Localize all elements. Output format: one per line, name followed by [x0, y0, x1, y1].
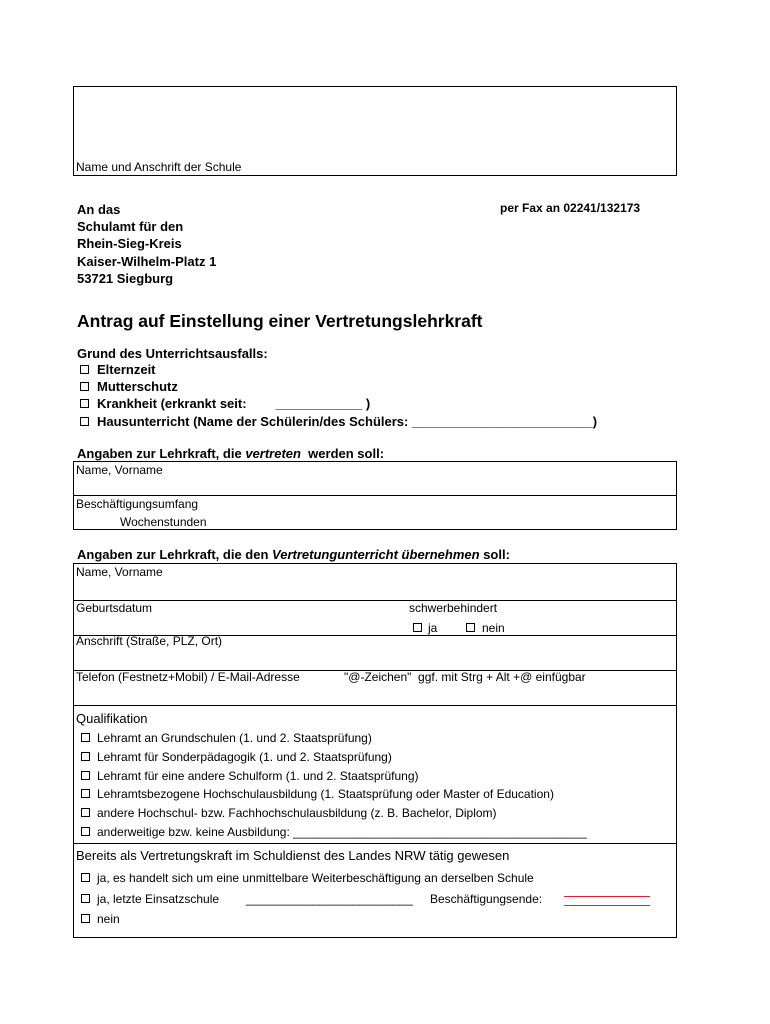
checkbox[interactable] [81, 733, 90, 742]
checkbox[interactable] [81, 873, 90, 882]
grund-option-hausunterricht[interactable]: Hausunterricht (Name der Schülerin/des Schülers: _________________________) [80, 414, 597, 429]
recipient-line: Kaiser-Wilhelm-Platz 1 [77, 253, 217, 269]
checkbox[interactable] [81, 789, 90, 798]
checkbox[interactable] [81, 894, 90, 903]
schwerbehindert-nein[interactable]: nein [466, 621, 505, 635]
recipient-line: An das [77, 202, 121, 217]
qual-option-anderweitige[interactable]: anderweitige bzw. keine Ausbildung: ____________________________________________ [81, 825, 587, 839]
name-label: Name, Vorname [76, 565, 163, 579]
section-vertreten-heading: Angaben zur Lehrkraft, die vertreten werden soll: [77, 446, 385, 461]
divider [74, 600, 676, 601]
qual-option-hochschulausbildung[interactable]: Lehramtsbezogene Hochschulausbildung (1. Staatsprüfung oder Master of Education) [81, 787, 554, 801]
beschaeftigungsende-field[interactable] [564, 896, 650, 908]
section-vertreten-table [73, 461, 677, 530]
fax-number: per Fax an 02241/132173 [500, 201, 641, 215]
wochenstunden-label: Wochenstunden [120, 515, 207, 529]
grund-option-mutterschutz[interactable]: Mutterschutz [80, 379, 178, 394]
red-underline [564, 905, 650, 906]
checkbox[interactable] [466, 623, 475, 632]
qual-option-grundschulen[interactable]: Lehramt an Grundschulen (1. und 2. Staatsprüfung) [81, 731, 372, 745]
qualifikation-heading: Qualifikation [76, 711, 148, 726]
umfang-label: Beschäftigungsumfang [76, 497, 199, 511]
qualifikation-table [73, 705, 677, 938]
qual-option-andere-schulform[interactable]: Lehramt für eine andere Schulform (1. und 2. Staatsprüfung) [81, 769, 419, 783]
einsatzschule-blank[interactable]: _________________________ [246, 892, 413, 906]
schwerbehindert-label: schwerbehindert [409, 601, 498, 615]
name-label: Name, Vorname [76, 463, 163, 477]
bereits-option-nein[interactable]: nein [81, 912, 120, 926]
checkbox[interactable] [81, 827, 90, 836]
divider [74, 495, 676, 496]
checkbox[interactable] [80, 365, 89, 374]
school-address-box[interactable] [73, 86, 677, 176]
grund-heading: Grund des Unterrichtsausfalls: [77, 346, 268, 361]
anschrift-label: Anschrift (Straße, PLZ, Ort) [76, 634, 223, 648]
checkbox[interactable] [80, 399, 89, 408]
grund-option-krankheit[interactable]: Krankheit (erkrankt seit: ____________ ) [80, 396, 370, 411]
recipient-line: 53721 Siegburg [77, 270, 174, 286]
checkbox[interactable] [81, 914, 90, 923]
bereits-option-letzte-einsatzschule[interactable]: ja, letzte Einsatzschule [81, 892, 219, 906]
section-uebernehmen-table [73, 563, 677, 706]
bereits-heading: Bereits als Vertretungskraft im Schuldienst des Landes NRW tätig gewesen [76, 848, 510, 863]
checkbox[interactable] [413, 623, 422, 632]
school-address-caption: Name und Anschrift der Schule [76, 160, 242, 174]
recipient-address [77, 201, 216, 287]
recipient-line: Rhein-Sieg-Kreis [77, 236, 182, 252]
checkbox[interactable] [80, 417, 89, 426]
checkbox[interactable] [80, 382, 89, 391]
red-underline [564, 896, 650, 897]
telefon-label: Telefon (Festnetz+Mobil) / E-Mail-Adresse [76, 670, 300, 684]
beschaeftigungsende-label: Beschäftigungsende: [430, 892, 543, 906]
schwerbehindert-ja[interactable]: ja [413, 621, 437, 635]
section-uebernehmen-heading: Angaben zur Lehrkraft, die den Vertretungunterricht übernehmen soll: [77, 547, 510, 562]
qual-option-sonderpaedagogik[interactable]: Lehramt für Sonderpädagogik (1. und 2. Staatsprüfung) [81, 750, 392, 764]
divider [74, 843, 676, 844]
grund-option-elternzeit[interactable]: Elternzeit [80, 362, 156, 377]
checkbox[interactable] [81, 808, 90, 817]
page-title: Antrag auf Einstellung einer Vertretungslehrkraft [77, 311, 483, 331]
recipient-line: Schulamt für den [77, 219, 184, 235]
qual-option-andere-hochschul[interactable]: andere Hochschul- bzw. Fachhochschulausbildung (z. B. Bachelor, Diplom) [81, 806, 497, 820]
geburtsdatum-label: Geburtsdatum [76, 601, 153, 615]
checkbox[interactable] [81, 771, 90, 780]
bereits-option-weiterbeschaeftigung[interactable]: ja, es handelt sich um eine unmittelbare Weiterbeschäftigung an derselben Schule [81, 871, 534, 885]
checkbox[interactable] [81, 752, 90, 761]
telefon-hint: "@-Zeichen" ggf. mit Strg + Alt +@ einfügbar [344, 670, 586, 684]
